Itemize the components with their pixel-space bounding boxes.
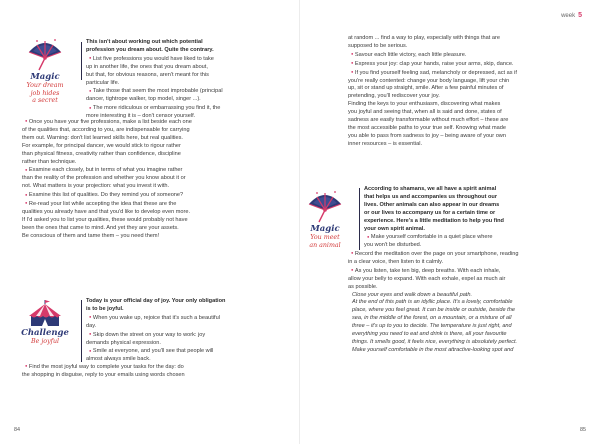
magic-subtitle-line: job hides	[30, 89, 60, 97]
challenge-sidebar-joyful	[16, 298, 74, 346]
week-label: week	[561, 13, 576, 19]
text-line: qualities you already have and that you'd like to develop even more.	[22, 208, 191, 215]
fan-wand-icon	[305, 188, 345, 224]
meditation-line: At the end of this path is an idyllic place. It's a lovely, comfortable	[352, 299, 513, 306]
intro-bold-line: your own spirit animal.	[364, 225, 425, 232]
right-page	[300, 0, 600, 444]
magic-title: Magic	[310, 224, 340, 234]
list-item: ● Examine this list of qualities. Do they remind you of someone?	[22, 191, 292, 200]
intro-bold-line: that helps us and accompanies us throughout our	[364, 193, 498, 200]
list-item: ● Record the meditation over the page on your smartphone, reading	[348, 250, 593, 259]
list-item: ● Once you have your five professions, make a list beside each one	[22, 118, 292, 127]
list-item: ● Skip down the street on your way to work: joy	[86, 331, 292, 340]
meditation-line: place, where you feel great. It can be inside or outside, beside the	[352, 307, 515, 314]
text-line: been the ones that came to mind. And yet they are your assets.	[22, 224, 179, 231]
text-line: up, sit or stand up straight, smile. After a few painful minutes of	[348, 85, 504, 92]
week-number: 5	[578, 12, 582, 19]
meditation-line: sea, in the middle of the forest, on a mountain, or a mixture of all	[352, 315, 512, 322]
fan-wand-icon	[25, 36, 65, 72]
text-line: not. What matters is your projection: what you invest it with.	[22, 183, 170, 190]
text-line: more interesting it is – don't censor yourself.	[86, 113, 196, 120]
text-line: you able to pass from sadness to joy – being aware of your own	[348, 132, 506, 139]
list-item: ● Savour each little victory, each little pleasure.	[348, 51, 588, 60]
meditation-line: three – it's up to you to decide. The temperature is just right, and	[352, 323, 512, 330]
intro-bold-line: or our lives to accompany us for a certain time or	[364, 209, 496, 216]
text-line: allow your belly to expand. With each exhale, expel as much air	[348, 275, 506, 282]
list-item: ● Re-read your list while accepting the idea that these are the	[22, 200, 292, 209]
magic-subtitle-line: a secret	[32, 97, 58, 105]
intro-bold-line: Today is your official day of joy. Your only obligation	[86, 298, 226, 304]
magic-subtitle-line: an animal	[309, 241, 341, 249]
page-number-right: 85	[580, 427, 586, 433]
dream-job-intro	[86, 39, 292, 121]
challenge-subtitle: Be joyful	[30, 338, 60, 345]
text-line: rather than technique.	[22, 158, 77, 165]
intro-bold-line: is to be joyful.	[86, 305, 124, 312]
list-item: ● Express your joy: clap your hands, raise your arms, skip, dance.	[348, 60, 588, 69]
intro-bold-line: According to shamans, we all have a spirit animal	[364, 186, 497, 192]
joy-challenge-intro	[86, 298, 292, 364]
magic-subtitle-line: You meet	[310, 234, 340, 241]
text-line: at random ... find a way to play, especially with things that are	[348, 35, 500, 41]
magic-sidebar-dream-job	[16, 36, 74, 105]
spirit-animal-intro	[364, 186, 590, 250]
text-line: Be conscious of them and tame them – you need them!	[22, 232, 160, 239]
section-rule	[81, 42, 82, 80]
list-item: ● As you listen, take ten big, deep breaths. With each inhale,	[348, 267, 593, 276]
magic-subtitle-line: Your dream	[26, 82, 64, 89]
page-number-left: 84	[14, 427, 20, 433]
text-line: Finding the keys to your enthusiasm, discovering what makes	[348, 101, 501, 108]
list-item: ● Make yourself comfortable in a quiet place where	[364, 233, 590, 242]
section-rule	[359, 188, 360, 250]
circus-tent-icon	[25, 298, 65, 328]
list-item: ● List five professions you would have liked to take	[86, 55, 292, 64]
text-line: of the qualities that, according to you, are indispensable for carrying	[22, 126, 190, 133]
section-rule	[81, 300, 82, 362]
text-line: particular life.	[86, 79, 120, 86]
list-item: ● Smile at everyone, and you'll see that people will	[86, 347, 292, 356]
text-line: dancer, tightrope walker, top model, singer ...).	[86, 96, 201, 103]
text-line: as possible.	[348, 283, 378, 290]
text-line: pretending, you'll rediscover your joy.	[348, 93, 440, 100]
text-line: than physical fitness, creativity rather than confidence, discipline	[22, 150, 181, 157]
meditation-line: Make yourself comfortable in the most attractive-looking spot and	[352, 346, 514, 353]
intro-bold-line: This isn't about working out which potential	[86, 39, 203, 45]
intro-bold-line: lives. Other animals can also appear in our dreams	[364, 201, 500, 208]
text-line: day.	[86, 322, 97, 329]
text-line: supposed to be serious.	[348, 42, 408, 49]
text-line: them out. Warning: don't list learned skills here, but real qualities.	[22, 134, 183, 141]
spirit-animal-body	[348, 250, 593, 355]
list-item: ● The more ridiculous or embarrassing you find it, the	[86, 104, 292, 113]
list-item: ● If you find yourself feeling sad, melancholy or depressed, act as if	[348, 69, 588, 78]
joy-challenge-body	[22, 363, 292, 380]
text-line: almost always smile back.	[86, 356, 151, 363]
meditation-line: everything you need to eat and drink is there, all your favourite	[352, 331, 507, 338]
list-item: ● When you wake up, rejoice that it's such a beautiful	[86, 314, 292, 323]
dream-job-body	[22, 118, 292, 241]
list-item: ● Find the most joyful way to complete your tasks for the day: do	[22, 363, 292, 372]
challenge-title: Challenge	[21, 328, 69, 338]
text-line: you joyful and seeing that, when all is said and done, states of	[348, 109, 502, 116]
text-line: If I'd asked you to list your qualities, these would probably not have	[22, 216, 188, 223]
text-line: up in another life, the ones that you dream about,	[86, 63, 208, 70]
text-line: sadness are easily transformable without much effort – these are	[348, 117, 509, 124]
text-line: demands physical expression.	[86, 339, 161, 346]
list-item: ● Examine each closely, but in terms of what you imagine rather	[22, 166, 292, 175]
intro-bold-line: experience. Here's a little meditation to help you find	[364, 217, 504, 224]
text-line: but that, for obvious reasons, aren't meant for this	[86, 71, 209, 78]
magic-title: Magic	[30, 72, 60, 82]
meditation-line: Close your eyes and walk down a beautiful path.	[352, 291, 473, 298]
intro-bold-line: profession you dream about. Quite the contrary.	[86, 46, 214, 53]
text-line: the shopping in disguise, reply to your emails using words chosen	[22, 371, 185, 378]
text-line: than the reality of the profession and whether you know about it or	[22, 175, 186, 182]
text-line: For example, for principal dancer, we would stick to rigour rather	[22, 142, 181, 149]
list-item: ● Take those that seem the most improbable (principal	[86, 87, 292, 96]
text-line: you won't be disturbed.	[364, 242, 422, 249]
meditation-line: things. It smells good, it feels nice, everything is absolutely perfect.	[352, 338, 518, 345]
joy-continued	[348, 35, 588, 149]
text-line: you're really contented: change your body language, lift your chin	[348, 77, 510, 84]
magic-sidebar-animal	[296, 188, 354, 249]
text-line: inner resources – is essential.	[348, 140, 422, 147]
text-line: the most accessible paths to your true self. Knowing what made	[348, 124, 506, 131]
week-header	[561, 12, 582, 19]
text-line: in a clear voice, then listen to it calmly.	[348, 258, 444, 265]
